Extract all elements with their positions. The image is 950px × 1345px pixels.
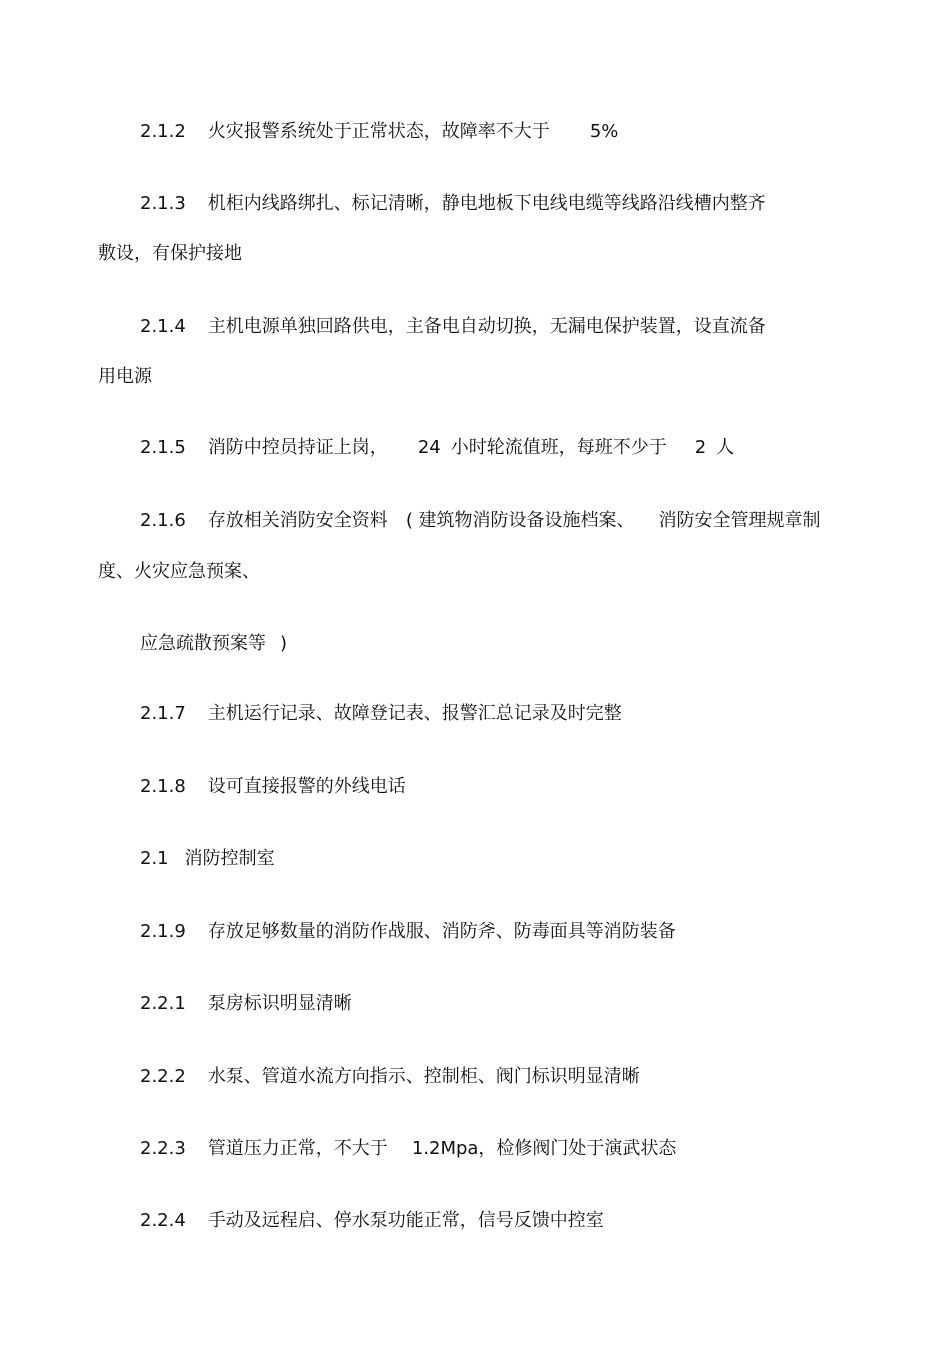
clause-value: 5% [589, 121, 619, 142]
clause-number: 2.2.1 [140, 993, 186, 1014]
clause-text-continued: ) [280, 633, 288, 654]
clause-text: ( 建筑物消防设备设施档案、 [405, 510, 635, 531]
clause-text: 机柜内线路绑扎、标记清晰，静电地板下电线电缆等线路沿线槽内整齐 [207, 193, 766, 214]
clause-2-2-2 [140, 1066, 640, 1088]
clause-text: 水泵、管道水流方向指示、控制柜、阀门标识明显清晰 [207, 1066, 640, 1087]
clause-2-1-7 [140, 703, 622, 725]
clause-value-hours: 24 [417, 437, 441, 458]
clause-number: 2.2.3 [140, 1138, 186, 1159]
clause-text: 泵房标识明显清晰 [207, 993, 352, 1014]
clause-text: 管道压力正常，不大于 [207, 1138, 388, 1159]
clause-2-1-4 [140, 316, 766, 338]
clause-2-1-6 [140, 510, 821, 532]
clause-number: 2.1.4 [140, 316, 186, 337]
clause-text-continued: 用电源 [98, 366, 152, 387]
clause-text: 主机电源单独回路供电，主备电自动切换，无漏电保护装置，设直流备 [207, 316, 766, 337]
clause-2-1-9 [140, 921, 676, 943]
section-2-1 [140, 848, 275, 870]
clause-2-1-4-continued [98, 366, 152, 388]
clause-2-1-2 [140, 121, 618, 143]
clause-2-1-8 [140, 776, 406, 798]
clause-number: 2.2.4 [140, 1210, 186, 1231]
clause-text: 消防中控员持证上岗， [207, 437, 388, 458]
clause-number: 2.1.5 [140, 437, 186, 458]
section-title: 消防控制室 [184, 848, 275, 869]
clause-text-continued: 应急疏散预案等 [140, 633, 266, 654]
clause-2-1-6-continued [98, 561, 260, 583]
clause-number: 2.1.6 [140, 510, 186, 531]
clause-number: 2.1.9 [140, 921, 186, 942]
clause-text: 主机运行记录、故障登记表、报警汇总记录及时完整 [207, 703, 622, 724]
clause-2-2-3 [140, 1138, 676, 1160]
clause-number: 2.1.7 [140, 703, 186, 724]
clause-2-1-3 [140, 193, 766, 215]
clause-number: 2.1.2 [140, 121, 186, 142]
section-number: 2.1 [140, 848, 169, 869]
clause-text: 消防安全管理规章制 [658, 510, 821, 531]
clause-text: 1.2Mpa，检修阀门处于演武状态 [411, 1138, 677, 1159]
clause-2-2-1 [140, 993, 352, 1015]
clause-text: 小时轮流值班，每班不少于 [450, 437, 667, 458]
clause-text: 设可直接报警的外线电话 [207, 776, 406, 797]
clause-2-1-6-continued-2 [140, 633, 287, 655]
clause-2-1-3-continued [98, 243, 242, 265]
clause-text: 火灾报警系统处于正常状态，故障率不大于 [207, 121, 550, 142]
clause-text: 存放足够数量的消防作战服、消防斧、防毒面具等消防装备 [207, 921, 676, 942]
clause-2-1-5 [140, 437, 734, 459]
clause-text: 人 [716, 437, 735, 458]
clause-number: 2.1.8 [140, 776, 186, 797]
clause-number: 2.1.3 [140, 193, 186, 214]
clause-number: 2.2.2 [140, 1066, 186, 1087]
clause-text: 存放相关消防安全资料 [207, 510, 388, 531]
clause-text-continued: 度、火灾应急预案、 [98, 561, 260, 582]
clause-2-2-4 [140, 1210, 604, 1232]
clause-value-persons: 2 [694, 437, 707, 458]
clause-text-continued: 敷设，有保护接地 [98, 243, 242, 264]
clause-text: 手动及远程启、停水泵功能正常，信号反馈中控室 [207, 1210, 604, 1231]
